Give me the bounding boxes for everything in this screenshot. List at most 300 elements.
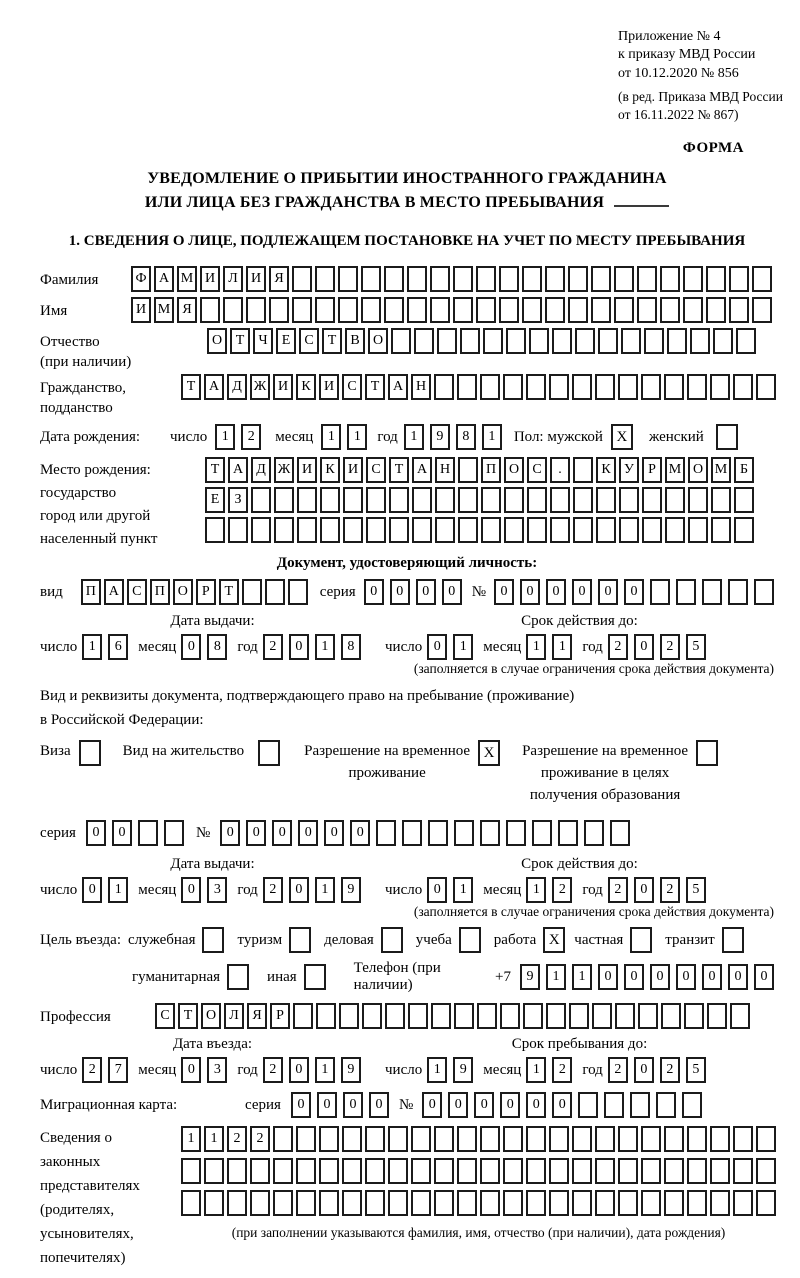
- form-cell[interactable]: 1: [315, 634, 335, 660]
- form-cell[interactable]: [407, 297, 427, 323]
- form-cell[interactable]: [706, 297, 726, 323]
- form-cell[interactable]: 2: [263, 634, 283, 660]
- form-cell[interactable]: 1: [315, 1057, 335, 1083]
- form-cell[interactable]: [710, 1158, 730, 1184]
- form-cell[interactable]: [457, 1126, 477, 1152]
- form-cell[interactable]: [595, 1158, 615, 1184]
- form-cell[interactable]: [434, 1190, 454, 1216]
- form-cell[interactable]: 0: [343, 1092, 363, 1118]
- form-cell[interactable]: [453, 297, 473, 323]
- form-cell[interactable]: [527, 517, 547, 543]
- form-cell[interactable]: [549, 1126, 569, 1152]
- form-cell[interactable]: 1: [572, 964, 592, 990]
- form-cell[interactable]: [388, 1126, 408, 1152]
- form-cell[interactable]: [204, 1190, 224, 1216]
- form-cell[interactable]: [454, 820, 474, 846]
- form-cell[interactable]: [503, 1126, 523, 1152]
- form-cell[interactable]: [228, 517, 248, 543]
- form-cell[interactable]: 0: [181, 634, 201, 660]
- form-cell[interactable]: [250, 1190, 270, 1216]
- form-cell[interactable]: [296, 1158, 316, 1184]
- form-cell[interactable]: [506, 820, 526, 846]
- form-cell[interactable]: [434, 374, 454, 400]
- form-cell[interactable]: 2: [552, 877, 572, 903]
- form-cell[interactable]: [729, 266, 749, 292]
- form-cell[interactable]: 0: [634, 1057, 654, 1083]
- form-cell[interactable]: 9: [430, 424, 450, 450]
- form-cell[interactable]: Л: [224, 1003, 244, 1029]
- form-cell[interactable]: [458, 517, 478, 543]
- form-cell[interactable]: [568, 266, 588, 292]
- form-cell[interactable]: 2: [608, 877, 628, 903]
- form-cell[interactable]: [619, 487, 639, 513]
- form-cell[interactable]: [292, 266, 312, 292]
- form-cell[interactable]: [637, 266, 657, 292]
- form-cell[interactable]: Я: [269, 266, 289, 292]
- form-cell[interactable]: [572, 374, 592, 400]
- form-cell[interactable]: [343, 517, 363, 543]
- form-cell[interactable]: [664, 1126, 684, 1152]
- form-cell[interactable]: П: [81, 579, 101, 605]
- form-cell[interactable]: С: [299, 328, 319, 354]
- form-cell[interactable]: [667, 328, 687, 354]
- form-cell[interactable]: С: [155, 1003, 175, 1029]
- form-cell[interactable]: Т: [230, 328, 250, 354]
- form-cell[interactable]: 2: [263, 877, 283, 903]
- form-cell[interactable]: [687, 1190, 707, 1216]
- form-cell[interactable]: И: [246, 266, 266, 292]
- form-cell[interactable]: [706, 266, 726, 292]
- form-cell[interactable]: [223, 297, 243, 323]
- form-cell[interactable]: 2: [227, 1126, 247, 1152]
- form-cell[interactable]: [522, 297, 542, 323]
- form-cell[interactable]: [595, 1126, 615, 1152]
- form-cell[interactable]: [545, 297, 565, 323]
- form-cell[interactable]: 1: [404, 424, 424, 450]
- form-cell[interactable]: [756, 374, 776, 400]
- form-cell[interactable]: [702, 579, 722, 605]
- form-cell[interactable]: [384, 297, 404, 323]
- form-cell[interactable]: 0: [181, 877, 201, 903]
- form-cell[interactable]: [499, 297, 519, 323]
- form-cell[interactable]: Т: [219, 579, 239, 605]
- form-cell[interactable]: 0: [494, 579, 514, 605]
- form-cell[interactable]: [296, 1126, 316, 1152]
- form-cell[interactable]: 1: [315, 877, 335, 903]
- form-cell[interactable]: Я: [177, 297, 197, 323]
- form-cell[interactable]: [319, 1158, 339, 1184]
- form-cell[interactable]: 9: [520, 964, 540, 990]
- form-cell[interactable]: М: [711, 457, 731, 483]
- form-cell[interactable]: [656, 1092, 676, 1118]
- form-cell[interactable]: [391, 328, 411, 354]
- form-cell[interactable]: 1: [108, 877, 128, 903]
- form-cell[interactable]: 0: [546, 579, 566, 605]
- form-cell[interactable]: Р: [642, 457, 662, 483]
- form-cell[interactable]: [138, 820, 158, 846]
- form-cell[interactable]: [584, 820, 604, 846]
- form-cell[interactable]: 2: [250, 1126, 270, 1152]
- form-cell[interactable]: [320, 517, 340, 543]
- form-cell[interactable]: [412, 487, 432, 513]
- form-cell[interactable]: [428, 820, 448, 846]
- form-cell[interactable]: 0: [500, 1092, 520, 1118]
- form-cell[interactable]: [618, 1190, 638, 1216]
- form-cell[interactable]: [407, 266, 427, 292]
- form-cell[interactable]: 0: [324, 820, 344, 846]
- form-cell[interactable]: [598, 328, 618, 354]
- form-cell[interactable]: [614, 297, 634, 323]
- form-cell[interactable]: [621, 328, 641, 354]
- form-cell[interactable]: Е: [205, 487, 225, 513]
- form-cell[interactable]: 2: [608, 634, 628, 660]
- form-cell[interactable]: [250, 1158, 270, 1184]
- form-cell[interactable]: [205, 517, 225, 543]
- form-cell[interactable]: [687, 374, 707, 400]
- form-cell[interactable]: [273, 1126, 293, 1152]
- form-cell[interactable]: [477, 1003, 497, 1029]
- form-cell[interactable]: [362, 1003, 382, 1029]
- form-cell[interactable]: [568, 297, 588, 323]
- form-cell[interactable]: [265, 579, 285, 605]
- form-cell[interactable]: Н: [435, 457, 455, 483]
- form-cell[interactable]: [457, 1158, 477, 1184]
- form-cell[interactable]: 0: [676, 964, 696, 990]
- form-cell[interactable]: .: [550, 457, 570, 483]
- form-cell[interactable]: 0: [624, 579, 644, 605]
- form-cell[interactable]: 0: [598, 579, 618, 605]
- form-cell[interactable]: [361, 266, 381, 292]
- form-cell[interactable]: [756, 1190, 776, 1216]
- form-cell[interactable]: [338, 266, 358, 292]
- form-cell[interactable]: [734, 517, 754, 543]
- form-cell[interactable]: [641, 1158, 661, 1184]
- form-cell[interactable]: А: [104, 579, 124, 605]
- form-cell[interactable]: [610, 820, 630, 846]
- form-cell[interactable]: [435, 517, 455, 543]
- form-cell[interactable]: О: [368, 328, 388, 354]
- form-cell[interactable]: 2: [660, 634, 680, 660]
- form-cell[interactable]: [687, 1126, 707, 1152]
- form-cell[interactable]: [638, 1003, 658, 1029]
- form-cell[interactable]: [710, 374, 730, 400]
- form-cell[interactable]: [292, 297, 312, 323]
- form-cell[interactable]: [687, 1158, 707, 1184]
- form-cell[interactable]: [434, 1158, 454, 1184]
- form-cell[interactable]: [683, 297, 703, 323]
- form-cell[interactable]: [729, 297, 749, 323]
- purpose-tourism-checkbox[interactable]: [289, 927, 311, 953]
- form-cell[interactable]: 0: [598, 964, 618, 990]
- form-cell[interactable]: [251, 487, 271, 513]
- form-cell[interactable]: [503, 1158, 523, 1184]
- form-cell[interactable]: [389, 517, 409, 543]
- form-cell[interactable]: [572, 1158, 592, 1184]
- form-cell[interactable]: [200, 297, 220, 323]
- form-cell[interactable]: 8: [207, 634, 227, 660]
- form-cell[interactable]: [389, 487, 409, 513]
- form-cell[interactable]: 1: [204, 1126, 224, 1152]
- form-cell[interactable]: 6: [108, 634, 128, 660]
- form-cell[interactable]: 0: [298, 820, 318, 846]
- form-cell[interactable]: А: [204, 374, 224, 400]
- form-cell[interactable]: 0: [448, 1092, 468, 1118]
- form-cell[interactable]: [665, 517, 685, 543]
- form-cell[interactable]: 5: [686, 634, 706, 660]
- form-cell[interactable]: [650, 579, 670, 605]
- form-cell[interactable]: М: [154, 297, 174, 323]
- form-cell[interactable]: А: [154, 266, 174, 292]
- form-cell[interactable]: 0: [754, 964, 774, 990]
- form-cell[interactable]: 1: [453, 634, 473, 660]
- form-cell[interactable]: 0: [624, 964, 644, 990]
- form-cell[interactable]: [688, 487, 708, 513]
- form-cell[interactable]: [343, 487, 363, 513]
- form-cell[interactable]: [274, 487, 294, 513]
- form-cell[interactable]: Е: [276, 328, 296, 354]
- form-cell[interactable]: 2: [660, 1057, 680, 1083]
- form-cell[interactable]: [480, 820, 500, 846]
- form-cell[interactable]: Л: [223, 266, 243, 292]
- form-cell[interactable]: [411, 1190, 431, 1216]
- form-cell[interactable]: [412, 517, 432, 543]
- form-cell[interactable]: [575, 328, 595, 354]
- form-cell[interactable]: И: [273, 374, 293, 400]
- form-cell[interactable]: [644, 328, 664, 354]
- form-cell[interactable]: 0: [427, 877, 447, 903]
- form-cell[interactable]: [503, 374, 523, 400]
- form-cell[interactable]: 9: [453, 1057, 473, 1083]
- form-cell[interactable]: [550, 487, 570, 513]
- form-cell[interactable]: А: [388, 374, 408, 400]
- form-cell[interactable]: 1: [321, 424, 341, 450]
- form-cell[interactable]: [504, 517, 524, 543]
- form-cell[interactable]: [545, 266, 565, 292]
- form-cell[interactable]: С: [342, 374, 362, 400]
- form-cell[interactable]: [734, 487, 754, 513]
- sex-male-checkbox[interactable]: X: [611, 424, 633, 450]
- form-cell[interactable]: 0: [634, 877, 654, 903]
- form-cell[interactable]: [573, 487, 593, 513]
- form-cell[interactable]: [483, 328, 503, 354]
- form-cell[interactable]: [573, 517, 593, 543]
- form-cell[interactable]: 0: [702, 964, 722, 990]
- form-cell[interactable]: О: [688, 457, 708, 483]
- form-cell[interactable]: [736, 328, 756, 354]
- form-cell[interactable]: [481, 517, 501, 543]
- form-cell[interactable]: [618, 374, 638, 400]
- form-cell[interactable]: 3: [207, 1057, 227, 1083]
- form-cell[interactable]: [592, 1003, 612, 1029]
- form-cell[interactable]: [550, 517, 570, 543]
- form-cell[interactable]: 0: [289, 877, 309, 903]
- form-cell[interactable]: 2: [241, 424, 261, 450]
- form-cell[interactable]: С: [127, 579, 147, 605]
- form-cell[interactable]: [204, 1158, 224, 1184]
- form-cell[interactable]: Д: [227, 374, 247, 400]
- form-cell[interactable]: 0: [291, 1092, 311, 1118]
- form-cell[interactable]: Ч: [253, 328, 273, 354]
- form-cell[interactable]: 1: [453, 877, 473, 903]
- form-cell[interactable]: Ж: [274, 457, 294, 483]
- form-cell[interactable]: [476, 297, 496, 323]
- form-cell[interactable]: [690, 328, 710, 354]
- form-cell[interactable]: 1: [427, 1057, 447, 1083]
- form-cell[interactable]: [460, 328, 480, 354]
- form-cell[interactable]: 0: [422, 1092, 442, 1118]
- form-cell[interactable]: Ф: [131, 266, 151, 292]
- form-cell[interactable]: [181, 1158, 201, 1184]
- form-cell[interactable]: [641, 1126, 661, 1152]
- form-cell[interactable]: [227, 1158, 247, 1184]
- form-cell[interactable]: [227, 1190, 247, 1216]
- form-cell[interactable]: [713, 328, 733, 354]
- form-cell[interactable]: 0: [552, 1092, 572, 1118]
- form-cell[interactable]: [595, 374, 615, 400]
- form-cell[interactable]: 0: [427, 634, 447, 660]
- form-cell[interactable]: И: [297, 457, 317, 483]
- purpose-other-checkbox[interactable]: [304, 964, 326, 990]
- form-cell[interactable]: 9: [341, 877, 361, 903]
- form-cell[interactable]: [522, 266, 542, 292]
- form-cell[interactable]: А: [228, 457, 248, 483]
- form-cell[interactable]: [558, 820, 578, 846]
- form-cell[interactable]: [591, 266, 611, 292]
- form-cell[interactable]: [293, 1003, 313, 1029]
- form-cell[interactable]: 1: [215, 424, 235, 450]
- temp-residence-checkbox[interactable]: X: [478, 740, 500, 766]
- form-cell[interactable]: [316, 1003, 336, 1029]
- form-cell[interactable]: Т: [322, 328, 342, 354]
- form-cell[interactable]: [615, 1003, 635, 1029]
- form-cell[interactable]: [596, 517, 616, 543]
- form-cell[interactable]: Н: [411, 374, 431, 400]
- form-cell[interactable]: [504, 487, 524, 513]
- form-cell[interactable]: 1: [526, 1057, 546, 1083]
- form-cell[interactable]: [242, 579, 262, 605]
- form-cell[interactable]: [596, 487, 616, 513]
- form-cell[interactable]: 0: [634, 634, 654, 660]
- form-cell[interactable]: [288, 579, 308, 605]
- form-cell[interactable]: 2: [263, 1057, 283, 1083]
- form-cell[interactable]: [630, 1092, 650, 1118]
- form-cell[interactable]: [618, 1126, 638, 1152]
- form-cell[interactable]: [682, 1092, 702, 1118]
- form-cell[interactable]: Т: [181, 374, 201, 400]
- purpose-private-checkbox[interactable]: [630, 927, 652, 953]
- form-cell[interactable]: С: [527, 457, 547, 483]
- form-cell[interactable]: [641, 374, 661, 400]
- form-cell[interactable]: [637, 297, 657, 323]
- form-cell[interactable]: 5: [686, 1057, 706, 1083]
- form-cell[interactable]: [339, 1003, 359, 1029]
- form-cell[interactable]: [549, 1190, 569, 1216]
- form-cell[interactable]: 0: [390, 579, 410, 605]
- purpose-humanitarian-checkbox[interactable]: [227, 964, 249, 990]
- form-cell[interactable]: [296, 1190, 316, 1216]
- form-cell[interactable]: [480, 1126, 500, 1152]
- form-cell[interactable]: 0: [728, 964, 748, 990]
- form-cell[interactable]: [664, 1190, 684, 1216]
- form-cell[interactable]: 0: [369, 1092, 389, 1118]
- form-cell[interactable]: [526, 1158, 546, 1184]
- form-cell[interactable]: [506, 328, 526, 354]
- form-cell[interactable]: [431, 1003, 451, 1029]
- form-cell[interactable]: [454, 1003, 474, 1029]
- form-cell[interactable]: [604, 1092, 624, 1118]
- form-cell[interactable]: [434, 1126, 454, 1152]
- form-cell[interactable]: 5: [686, 877, 706, 903]
- form-cell[interactable]: [756, 1126, 776, 1152]
- form-cell[interactable]: 1: [546, 964, 566, 990]
- form-cell[interactable]: [549, 1158, 569, 1184]
- form-cell[interactable]: М: [665, 457, 685, 483]
- form-cell[interactable]: [315, 297, 335, 323]
- form-cell[interactable]: [526, 374, 546, 400]
- form-cell[interactable]: Я: [247, 1003, 267, 1029]
- form-cell[interactable]: [480, 1190, 500, 1216]
- form-cell[interactable]: [273, 1158, 293, 1184]
- form-cell[interactable]: [660, 266, 680, 292]
- form-cell[interactable]: Р: [196, 579, 216, 605]
- form-cell[interactable]: [707, 1003, 727, 1029]
- form-cell[interactable]: [251, 517, 271, 543]
- form-cell[interactable]: 2: [608, 1057, 628, 1083]
- form-cell[interactable]: 2: [82, 1057, 102, 1083]
- form-cell[interactable]: [435, 487, 455, 513]
- form-cell[interactable]: [754, 579, 774, 605]
- form-cell[interactable]: 0: [289, 1057, 309, 1083]
- form-cell[interactable]: Т: [389, 457, 409, 483]
- form-cell[interactable]: Т: [205, 457, 225, 483]
- form-cell[interactable]: [642, 517, 662, 543]
- form-cell[interactable]: [361, 297, 381, 323]
- form-cell[interactable]: 0: [82, 877, 102, 903]
- form-cell[interactable]: [711, 517, 731, 543]
- form-cell[interactable]: 0: [520, 579, 540, 605]
- form-cell[interactable]: А: [412, 457, 432, 483]
- form-cell[interactable]: 1: [526, 877, 546, 903]
- sex-female-checkbox[interactable]: [716, 424, 738, 450]
- form-cell[interactable]: [480, 374, 500, 400]
- form-cell[interactable]: [618, 1158, 638, 1184]
- form-cell[interactable]: [665, 487, 685, 513]
- purpose-study-checkbox[interactable]: [459, 927, 481, 953]
- form-cell[interactable]: 0: [220, 820, 240, 846]
- form-cell[interactable]: [688, 517, 708, 543]
- form-cell[interactable]: В: [345, 328, 365, 354]
- form-cell[interactable]: [457, 1190, 477, 1216]
- form-cell[interactable]: [388, 1190, 408, 1216]
- form-cell[interactable]: [376, 820, 396, 846]
- form-cell[interactable]: [342, 1190, 362, 1216]
- residence-permit-checkbox[interactable]: [258, 740, 280, 766]
- form-cell[interactable]: [297, 517, 317, 543]
- form-cell[interactable]: [457, 374, 477, 400]
- form-cell[interactable]: [578, 1092, 598, 1118]
- form-cell[interactable]: [274, 517, 294, 543]
- form-cell[interactable]: [500, 1003, 520, 1029]
- form-cell[interactable]: Т: [178, 1003, 198, 1029]
- form-cell[interactable]: [246, 297, 266, 323]
- form-cell[interactable]: 3: [207, 877, 227, 903]
- form-cell[interactable]: С: [366, 457, 386, 483]
- form-cell[interactable]: [414, 328, 434, 354]
- form-cell[interactable]: [523, 1003, 543, 1029]
- form-cell[interactable]: [273, 1190, 293, 1216]
- form-cell[interactable]: [408, 1003, 428, 1029]
- form-cell[interactable]: [430, 297, 450, 323]
